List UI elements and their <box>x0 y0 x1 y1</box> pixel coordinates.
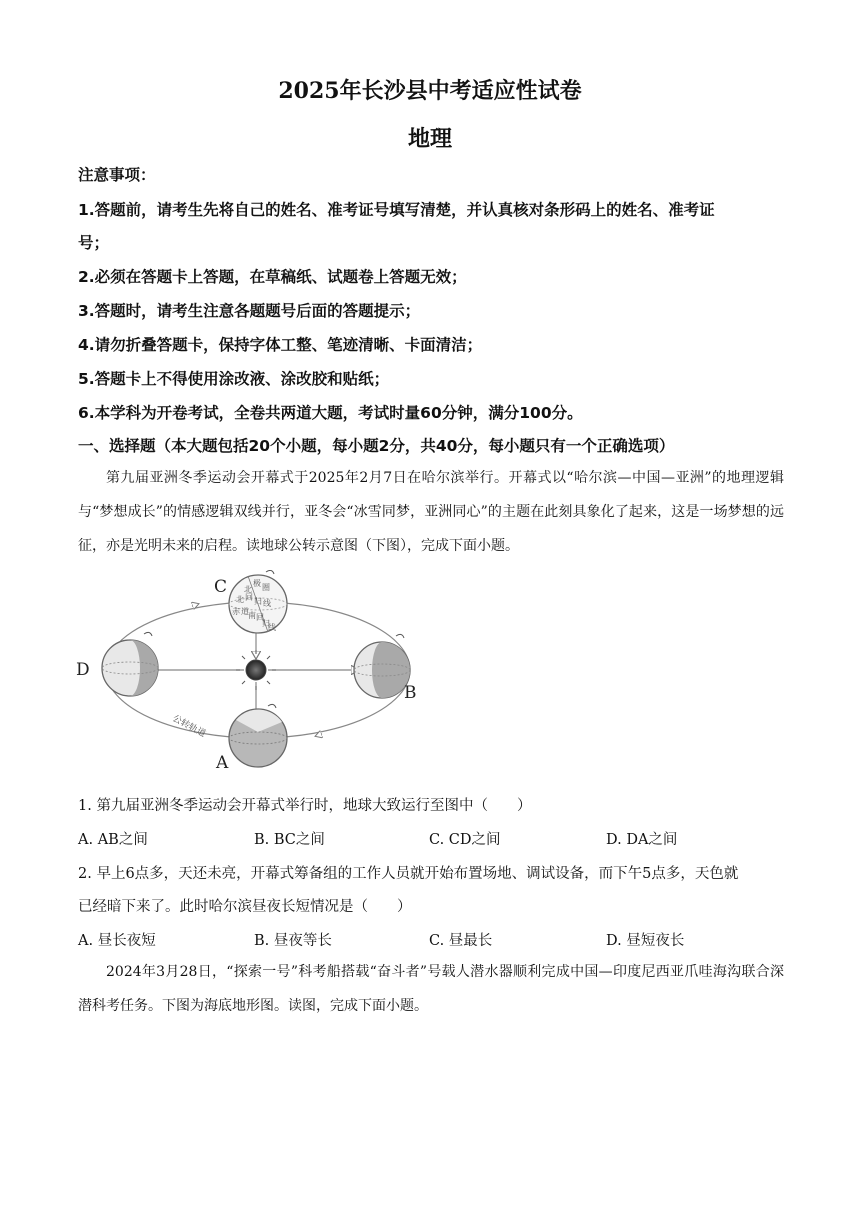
orbit-arrow-icon <box>316 734 322 736</box>
globe-label: 极 <box>253 579 261 588</box>
question-2-stem-line1: 2. 早上6点多，天还未亮，开幕式筹备组的工作人员就开始布置场地、调试设备，而下午5点多，天色就 <box>78 866 739 882</box>
q1-option-a[interactable]: A. AB之间 <box>78 832 148 848</box>
question-2-stem-line2: 已经暗下来了。此时哈尔滨昼夜长短情况是（ ） <box>78 899 412 915</box>
globe-label: 回 <box>245 593 253 602</box>
notice-item-4: 4.请勿折叠答题卡，保持字体工整、笔迹清晰、卡面清洁； <box>78 336 483 354</box>
notice-item-2: 2.必须在答题卡上答题，在草稿纸、试题卷上答题无效； <box>78 268 467 286</box>
globe-a <box>229 704 287 767</box>
sun-icon <box>246 660 266 680</box>
q2-option-b[interactable]: B. 昼夜等长 <box>254 933 332 949</box>
globe-label: 南 <box>248 611 256 620</box>
globe-label: 归 <box>262 619 270 628</box>
globe-b <box>354 634 410 698</box>
globe-label: 道 <box>241 607 249 616</box>
notice-item-1: 1.答题前，请考生先将自己的姓名、准考证号填写清楚，并认真核对条形码上的姓名、准考证 <box>78 201 715 219</box>
subject-title: 地理 <box>407 126 452 152</box>
globe-label: 回 <box>256 613 264 622</box>
globe-label: 圈 <box>262 583 270 592</box>
exam-title: 2025年长沙县中考适应性试卷 <box>278 78 582 104</box>
label-d: D <box>76 660 90 680</box>
globe-label: 归 <box>254 597 262 606</box>
notice-item-1-cont: 号； <box>78 234 110 252</box>
globe-label: 线 <box>268 623 276 632</box>
orbit-arrow-icon <box>192 604 198 606</box>
q2-option-a[interactable]: A. 昼长夜短 <box>78 933 156 949</box>
label-a: A <box>216 753 229 773</box>
question-1-stem: 1. 第九届亚洲冬季运动会开幕式举行时，地球大致运行至图中（ ） <box>78 798 532 814</box>
q2-option-c[interactable]: C. 昼最长 <box>429 933 493 949</box>
q1-option-b[interactable]: B. BC之间 <box>254 832 325 848</box>
section-heading: 一、选择题（本大题包括20个小题，每小题2分，共40分，每小题只有一个正确选项） <box>78 437 675 455</box>
globe-label: 赤 <box>232 607 240 616</box>
earth-revolution-diagram <box>72 570 432 775</box>
label-b: B <box>404 683 417 703</box>
notice-item-3: 3.答题时，请考生注意各题题号后面的答题提示； <box>78 302 421 320</box>
globe-label: 线 <box>263 599 271 608</box>
globe-c <box>229 570 287 633</box>
label-c: C <box>214 577 228 597</box>
q1-option-d[interactable]: D. DA之间 <box>606 832 678 848</box>
globe-label: 北 <box>236 595 244 604</box>
notice-item-6: 6.本学科为开卷考试，全卷共两道大题，考试时量60分钟，满分100分。 <box>78 404 583 422</box>
notice-item-5: 5.答题卡上不得使用涂改液、涂改胶和贴纸； <box>78 370 390 388</box>
orbit-label: 公转轨道 <box>170 713 208 740</box>
globe-label: 北 <box>244 585 252 594</box>
q2-option-d[interactable]: D. 昼短夜长 <box>606 933 685 949</box>
q1-option-c[interactable]: C. CD之间 <box>429 832 501 848</box>
notice-heading: 注意事项： <box>78 166 156 184</box>
globe-d <box>102 632 158 696</box>
intro-paragraph: 第九届亚洲冬季运动会开幕式于2025年2月7日在哈尔滨举行。开幕式以“哈尔滨—中国—亚洲”的地理逻辑与“梦想成长”的情感逻辑双线并行，亚冬会“冰雪同梦，亚洲同心”的主题在此刻具象化了起来，这是一场梦想的远征，亦是光明未来的启程。读地球公转示意图（下图），完成下面小题。 <box>78 470 784 554</box>
intro-paragraph-2: 2024年3月28日，“探索一号”科考船搭载“奋斗者”号载人潜水器顺利完成中国—印度尼西亚爪哇海沟联合深潜科考任务。下图为海底地形图。读图，完成下面小题。 <box>78 964 784 1014</box>
